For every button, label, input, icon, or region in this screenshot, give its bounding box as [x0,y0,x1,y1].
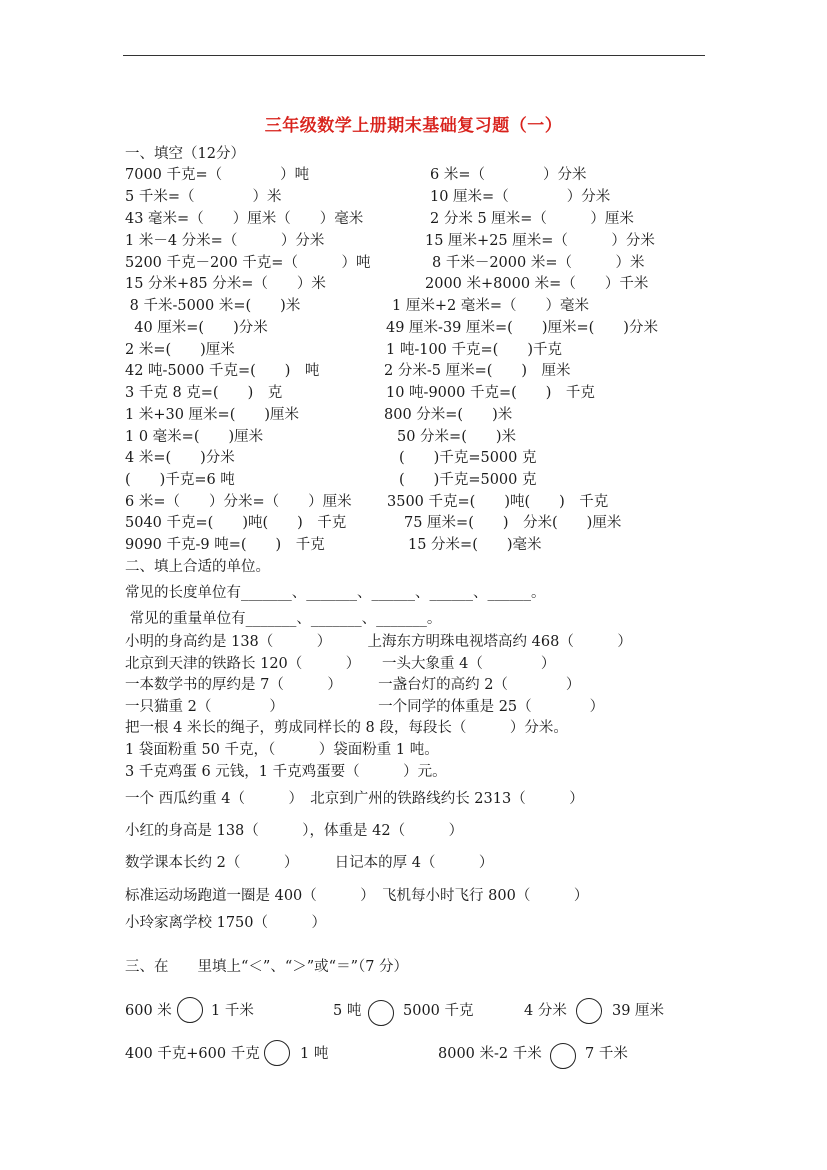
s1-r13-left: 4 米=( )分米 [125,450,235,466]
s2-line-11: 数学课本长约 2（ ） 日记本的厚 4（ ） [125,855,494,871]
s1-r7-left: 40 厘米=( )分米 [125,320,268,336]
section1-heading: 一、填空（12分） [125,146,245,162]
s1-r1-left: 5 千米=（ ）米 [125,189,282,205]
s3-item4-right: 7 千米 [585,1046,628,1062]
s1-r3-left: 1 米－4 分米=（ ）分米 [125,233,325,249]
s1-r0-left: 7000 千克=（ ）吨 [125,167,310,183]
compare-circle[interactable] [368,1000,394,1026]
s1-r9-right: 2 分米-5 厘米=( ) 厘米 [384,363,571,379]
s2-line-9: 一个 西瓜约重 4（ ） 北京到广州的铁路线约长 2313（ ） [125,791,584,807]
s1-r9-left: 42 吨-5000 千克=( ) 吨 [125,363,320,379]
s1-r8-left: 2 米=( )厘米 [125,342,235,358]
compare-circle[interactable] [264,1040,290,1066]
compare-circle[interactable] [177,997,203,1023]
s1-r2-left: 43 毫米=（ ）厘米（ ）毫米 [125,211,364,227]
s1-r13-right: ( )千克=5000 克 [399,450,537,466]
s3-item1-right: 5000 千克 [403,1003,474,1019]
s3-item2-right: 39 厘米 [612,1003,665,1019]
s1-r2-right: 2 分米 5 厘米=（ ）厘米 [430,211,634,227]
page-title: 三年级数学上册期末基础复习题（一） [264,116,563,136]
s2-line-3: 北京到天津的铁路长 120（ ） 一头大象重 4（ ） [125,656,556,672]
s2-line-4: 一本数学书的厚约是 7（ ） 一盏台灯的高约 2（ ） [125,677,581,693]
s1-r10-right: 10 吨-9000 千克=( ) 千克 [386,385,595,401]
s3-item0-right: 1 千米 [211,1003,254,1019]
s3-item0-left: 600 米 [125,1003,172,1019]
s1-r14-right: ( )千克=5000 克 [399,472,537,488]
compare-circle[interactable] [576,998,602,1024]
s1-r7-right: 49 厘米-39 厘米=( )厘米=( )分米 [386,320,658,336]
s2-line-0: 常见的长度单位有_______、_______、______、______、______。 [125,585,546,601]
s1-r6-right: 1 厘米+2 毫米=（ ）毫米 [392,298,589,314]
s2-line-13: 小玲家离学校 1750（ ） [125,915,327,931]
s3-item1-left: 5 吨 [333,1003,362,1019]
s3-item4-left: 8000 米-2 千米 [438,1046,542,1062]
s1-r12-left: 1 0 毫米=( )厘米 [125,429,264,445]
s2-line-8: 3 千克鸡蛋 6 元钱，1 千克鸡蛋要（ ）元。 [125,764,447,780]
s2-line-2: 小明的身高约是 138（ ） 上海东方明珠电视塔高约 468（ ） [125,634,632,650]
s1-r12-right: 50 分米=( )米 [397,429,517,445]
s1-r4-right: 8 千米－2000 米=（ ）米 [432,255,645,271]
s1-r15-right: 3500 千克=( )吨( ) 千克 [387,494,609,510]
section2-heading: 二、填上合适的单位。 [125,559,270,575]
s3-item3-right: 1 吨 [300,1046,329,1062]
compare-circle[interactable] [550,1043,576,1069]
s1-r16-right: 75 厘米=( ) 分米( )厘米 [404,515,622,531]
s2-line-5: 一只猫重 2（ ） 一个同学的体重是 25（ ） [125,699,605,715]
s2-line-12: 标准运动场跑道一圈是 400（ ） 飞机每小时飞行 800（ ） [125,888,589,904]
s1-r5-left: 15 分米+85 分米=（ ）米 [125,276,326,292]
s1-r6-left: 8 千米-5000 米=( )米 [125,298,301,314]
section3-heading: 三、在 里填上“＜”、“＞”或“＝”（7 分） [125,959,409,975]
s1-r8-right: 1 吨-100 千克=( )千克 [386,342,562,358]
s1-r11-left: 1 米+30 厘米=( )厘米 [125,407,300,423]
s1-r15-left: 6 米=（ ）分米=（ ）厘米 [125,494,352,510]
s1-r0-right: 6 米=（ ）分米 [430,167,587,183]
s1-r11-right: 800 分米=( )米 [384,407,513,423]
s1-r1-right: 10 厘米=（ ）分米 [430,189,611,205]
s2-line-7: 1 袋面粉重 50 千克，（ ）袋面粉重 1 吨。 [125,742,439,758]
s2-line-6: 把一根 4 米长的绳子，剪成同样长的 8 段，每段长（ ）分米。 [125,720,568,736]
s2-line-10: 小红的身高是 138（ ），体重是 42（ ） [125,823,464,839]
s3-item3-left: 400 千克+600 千克 [125,1046,260,1062]
s1-r3-right: 15 厘米+25 厘米=（ ）分米 [425,233,655,249]
s3-item2-left: 4 分米 [524,1003,567,1019]
s1-r5-right: 2000 米+8000 米=（ ）千米 [425,276,649,292]
header-rule [123,55,705,56]
s1-r17-right: 15 分米=( )毫米 [408,537,542,553]
s1-r14-left: ( )千克=6 吨 [125,472,235,488]
s2-line-1: 常见的重量单位有_______、_______、_______。 [125,611,442,627]
s1-r10-left: 3 千克 8 克=( ) 克 [125,385,283,401]
s1-r16-left: 5040 千克=( )吨( ) 千克 [125,515,347,531]
s1-r17-left: 9090 千克-9 吨=( ) 千克 [125,537,325,553]
s1-r4-left: 5200 千克－200 千克=（ ）吨 [125,255,371,271]
